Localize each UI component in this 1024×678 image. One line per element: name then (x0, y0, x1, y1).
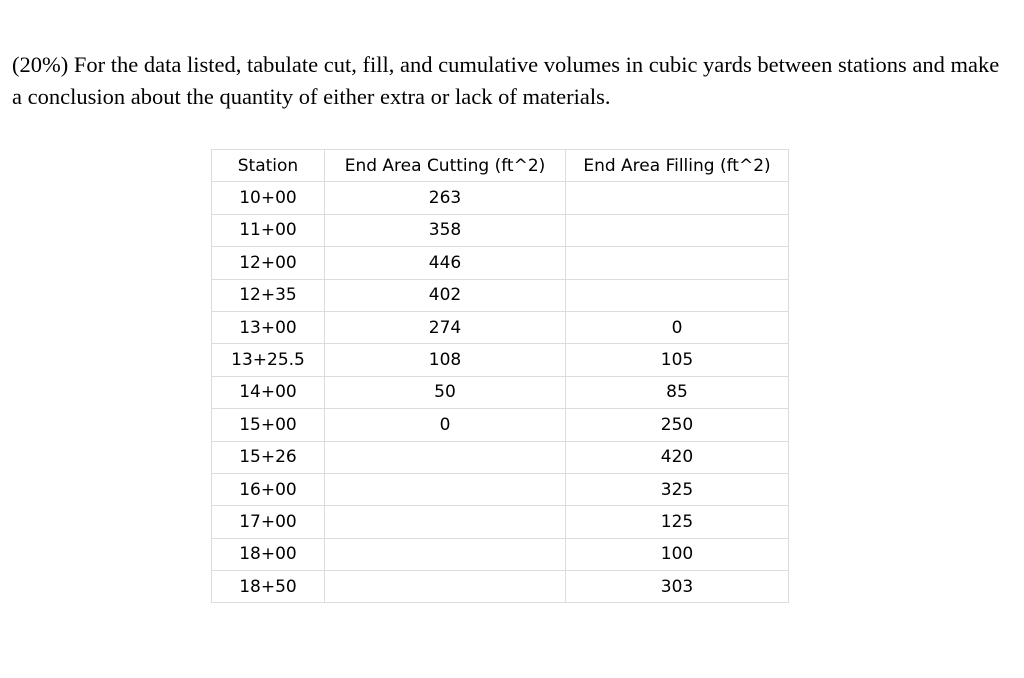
station-cell: 12+00 (212, 247, 325, 279)
table-row (212, 538, 789, 570)
cutting-cell (325, 441, 566, 473)
filling-cell (566, 214, 789, 246)
filling-cell (566, 182, 789, 214)
cutting-cell (325, 538, 566, 570)
station-cell: 13+00 (212, 311, 325, 343)
station-cell: 18+50 (212, 571, 325, 603)
cutting-cell: 274 (325, 311, 566, 343)
station-cell: 18+00 (212, 538, 325, 570)
table-row (212, 441, 789, 473)
table-row (212, 214, 789, 246)
filling-cell: 125 (566, 506, 789, 538)
header-cutting: End Area Cutting (ft^2) (325, 150, 566, 182)
table-row (212, 344, 789, 376)
cutting-cell: 0 (325, 409, 566, 441)
filling-cell (566, 247, 789, 279)
table-header-row (212, 150, 789, 182)
station-cell: 10+00 (212, 182, 325, 214)
station-cell: 13+25.5 (212, 344, 325, 376)
station-cell: 16+00 (212, 473, 325, 505)
header-station: Station (212, 150, 325, 182)
cutting-cell (325, 506, 566, 538)
filling-cell (566, 279, 789, 311)
table-row (212, 409, 789, 441)
table-row (212, 376, 789, 408)
table-row (212, 571, 789, 603)
filling-cell: 105 (566, 344, 789, 376)
station-cell: 12+35 (212, 279, 325, 311)
cutting-cell: 263 (325, 182, 566, 214)
filling-cell: 303 (566, 571, 789, 603)
cutting-cell: 358 (325, 214, 566, 246)
cutting-cell: 446 (325, 247, 566, 279)
station-cell: 11+00 (212, 214, 325, 246)
filling-cell: 100 (566, 538, 789, 570)
station-cell: 15+00 (212, 409, 325, 441)
cutting-cell: 402 (325, 279, 566, 311)
filling-cell: 85 (566, 376, 789, 408)
filling-cell: 0 (566, 311, 789, 343)
table-row (212, 473, 789, 505)
cutting-cell (325, 473, 566, 505)
header-filling: End Area Filling (ft^2) (566, 150, 789, 182)
cutting-cell: 50 (325, 376, 566, 408)
cutting-cell (325, 571, 566, 603)
filling-cell: 325 (566, 473, 789, 505)
table-row (212, 506, 789, 538)
cutting-cell: 108 (325, 344, 566, 376)
station-cell: 14+00 (212, 376, 325, 408)
data-table (211, 149, 789, 603)
table-row (212, 247, 789, 279)
station-cell: 15+26 (212, 441, 325, 473)
station-cell: 17+00 (212, 506, 325, 538)
question-text: (20%) For the data listed, tabulate cut, fill, and cumulative volumes in cubic yards between stations and make a conclusion about the quantity of either extra or lack of materials. (12, 52, 1000, 109)
filling-cell: 420 (566, 441, 789, 473)
table-row (212, 311, 789, 343)
table-row (212, 182, 789, 214)
table-row (212, 279, 789, 311)
filling-cell: 250 (566, 409, 789, 441)
